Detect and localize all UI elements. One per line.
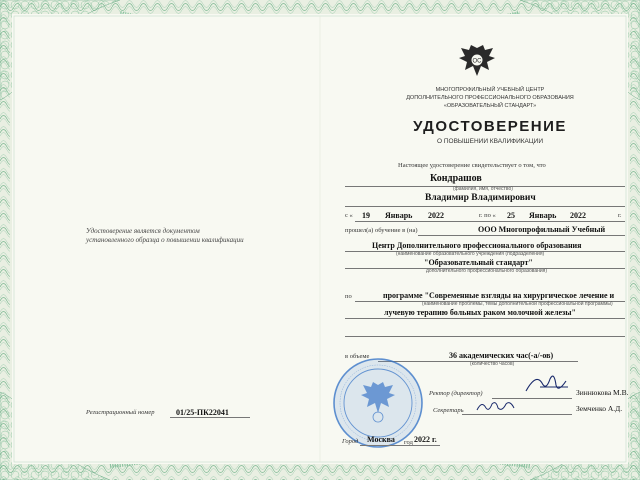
- org-hint-2: дополнительного профессионального образования): [426, 268, 548, 274]
- org-header-line3: «ОБРАЗОВАТЕЛЬНЫЙ СТАНДАРТ»: [443, 103, 537, 109]
- program-fill-1: программе "Современные взгляды на хирургическое лечение и: [383, 291, 615, 300]
- secretary-label: Секретарь: [433, 407, 464, 414]
- secretary-name: Земченко А.Д.: [576, 404, 623, 413]
- date-to-day: 25: [507, 211, 515, 220]
- eagle-emblem-icon: [457, 42, 497, 80]
- org-fill-3: "Образовательный стандарт": [424, 258, 533, 267]
- volume-value: 36 академических час(-а/-ов): [449, 351, 554, 360]
- date-suffix: г.: [618, 212, 622, 219]
- date-from-month: Январь: [385, 211, 413, 220]
- date-from-year: 2022: [428, 211, 444, 220]
- date-to-month: Январь: [529, 211, 557, 220]
- program-prefix: по: [345, 293, 352, 300]
- org-header-line1: МНОГОПРОФИЛЬНЫЙ УЧЕБНЫЙ ЦЕНТР: [435, 87, 545, 93]
- org-header: [400, 86, 580, 110]
- org-hint-1: (наименование образовательного учреждения (подразделения): [396, 251, 545, 257]
- document-title: УДОСТОВЕРЕНИЕ: [413, 118, 567, 135]
- date-from-day: 19: [362, 211, 370, 220]
- date-prefix: с «: [345, 212, 353, 219]
- rector-name: Зиннюкова М.В.: [576, 388, 629, 397]
- date-to-year: 2022: [570, 211, 586, 220]
- org-fill-1: ООО Многопрофильный Учебный: [478, 225, 606, 234]
- svg-text:ОС: ОС: [472, 58, 482, 65]
- name-value: Владимир Владимирович: [425, 193, 536, 203]
- intro-text: Настоящее удостоверение свидетельствует о том, что: [398, 162, 546, 169]
- org-fill-2: Центр Дополнительного профессионального образования: [372, 241, 582, 250]
- secretary-signature-icon: [474, 396, 524, 416]
- program-fill-2: лучевую терапию больных раком молочной железы": [384, 308, 576, 317]
- trained-label: прошел(а) обучение в (на): [345, 227, 418, 234]
- date-mid: г. по «: [479, 212, 496, 219]
- program-hint: (наименование проблемы, темы дополнительной профессиональной программы): [422, 301, 613, 307]
- city-value: Москва: [367, 435, 395, 444]
- reg-number: 01/25-ПК22041: [176, 408, 229, 417]
- left-note-line2: установленного образца о повышении квалификации: [86, 236, 244, 244]
- year-value: 2022 г.: [414, 435, 437, 444]
- fio-hint: (фамилия, имя, отчество): [453, 186, 513, 192]
- rector-signature-icon: [522, 369, 572, 397]
- rector-label: Ректор (директор): [429, 390, 483, 397]
- document-subtitle: О ПОВЫШЕНИИ КВАЛИФИКАЦИИ: [436, 138, 544, 145]
- year-label: год: [404, 439, 413, 446]
- volume-label: в объеме: [345, 353, 370, 360]
- org-header-line2: ДОПОЛНИТЕЛЬНОГО ПРОФЕССИОНАЛЬНОГО ОБРАЗОВАНИЯ: [406, 95, 574, 101]
- reg-label: Регистрационный номер: [86, 409, 155, 416]
- left-note-line1: Удостоверение является документом: [86, 227, 200, 235]
- city-label: Город: [342, 438, 359, 445]
- surname-value: Кондрашов: [430, 173, 482, 184]
- volume-hint: (количество часов): [470, 361, 515, 367]
